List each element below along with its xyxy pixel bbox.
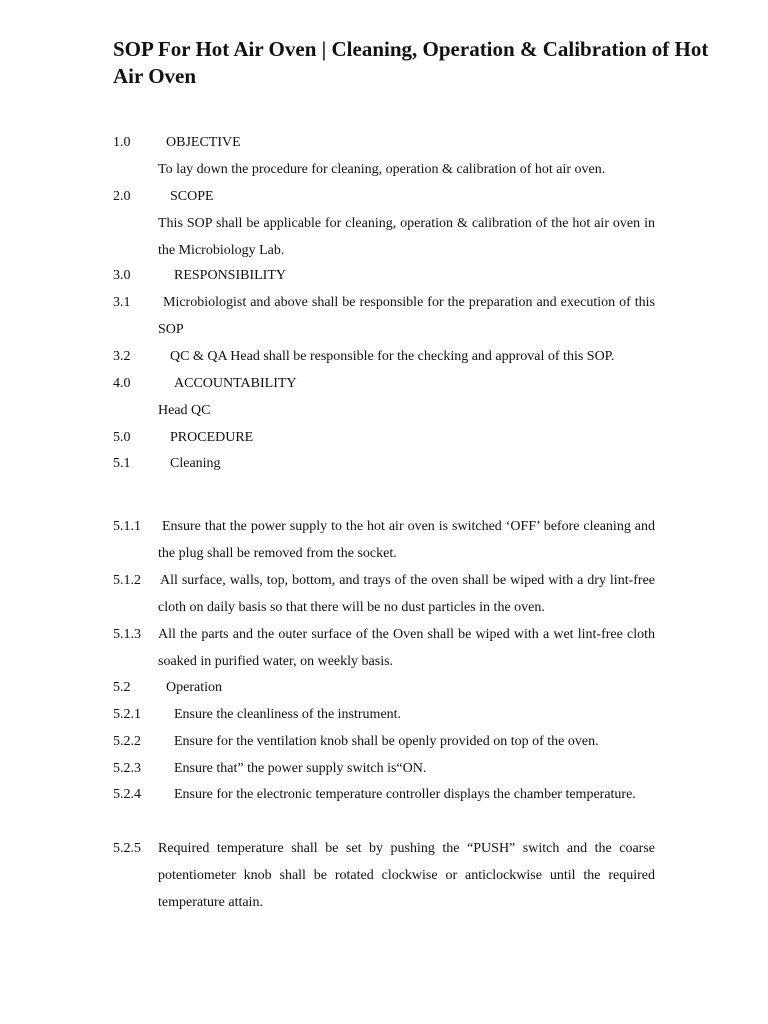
section-number: 5.0 bbox=[113, 430, 131, 445]
item-5-2-5-text: Required temperature shall be set by pushing the “PUSH” switch and the coarse potentiometer knob shall be rotated clockwise or anticlockwise until the required temperature attain. bbox=[158, 841, 655, 910]
section-number: 1.0 bbox=[113, 135, 131, 150]
section-number: 2.0 bbox=[113, 189, 131, 204]
section-1-body: To lay down the procedure for cleaning, operation & calibration of hot air oven. bbox=[158, 162, 606, 177]
section-number: 5.2 bbox=[113, 680, 131, 695]
item-number: 3.1 bbox=[113, 295, 131, 310]
item-number: 5.2.2 bbox=[113, 734, 141, 749]
item-5-1-2-text: All surface, walls, top, bottom, and trays of the oven shall be wiped with a dry lint-free cloth on daily basis so that there will be no dust particles in the oven. bbox=[158, 573, 655, 615]
item-number: 3.2 bbox=[113, 349, 131, 364]
item-5-1-1-text: Ensure that the power supply to the hot air oven is switched ‘OFF’ before cleaning and the plug shall be removed from the socket. bbox=[158, 519, 655, 561]
section-heading: OBJECTIVE bbox=[166, 135, 241, 150]
subsection-heading: Operation bbox=[166, 680, 222, 695]
item-text: Ensure for the ventilation knob shall be openly provided on top of the oven. bbox=[174, 734, 599, 749]
item-number: 5.2.3 bbox=[113, 761, 141, 776]
item-text: Ensure the cleanliness of the instrument. bbox=[174, 707, 402, 722]
section-heading: ACCOUNTABILITY bbox=[174, 376, 297, 391]
section-4-body: Head QC bbox=[158, 403, 211, 418]
item-number: 5.2.4 bbox=[113, 787, 141, 802]
section-2-body: This SOP shall be applicable for cleaning, operation & calibration of the hot air oven in the Microbiology Lab. bbox=[158, 216, 655, 258]
item-5-2-4-text: Ensure for the electronic temperature controller displays the chamber temperature. bbox=[174, 787, 636, 802]
item-3-1-text: Microbiologist and above shall be responsible for the preparation and execution of this SOP bbox=[158, 295, 655, 337]
item-text: QC & QA Head shall be responsible for the checking and approval of this SOP. bbox=[170, 349, 615, 364]
item-5-1-3-text: All the parts and the outer surface of the Oven shall be wiped with a wet lint-free cloth soaked in purified water, on weekly basis. bbox=[158, 627, 655, 669]
section-number: 3.0 bbox=[113, 268, 131, 283]
section-heading: SCOPE bbox=[170, 189, 214, 204]
document-title: SOP For Hot Air Oven | Cleaning, Operation & Calibration of Hot Air Oven bbox=[113, 37, 709, 88]
section-heading: PROCEDURE bbox=[170, 430, 254, 445]
subsection-heading: Cleaning bbox=[170, 456, 221, 471]
section-number: 5.1 bbox=[113, 456, 131, 471]
item-number: 5.1.1 bbox=[113, 519, 141, 534]
section-number: 4.0 bbox=[113, 376, 131, 391]
item-number: 5.1.2 bbox=[113, 573, 141, 588]
section-heading: RESPONSIBILITY bbox=[174, 268, 287, 283]
item-number: 5.2.1 bbox=[113, 707, 141, 722]
item-number: 5.2.5 bbox=[113, 841, 141, 856]
item-text: Ensure that” the power supply switch is“ON. bbox=[174, 761, 427, 776]
item-number: 5.1.3 bbox=[113, 627, 141, 642]
